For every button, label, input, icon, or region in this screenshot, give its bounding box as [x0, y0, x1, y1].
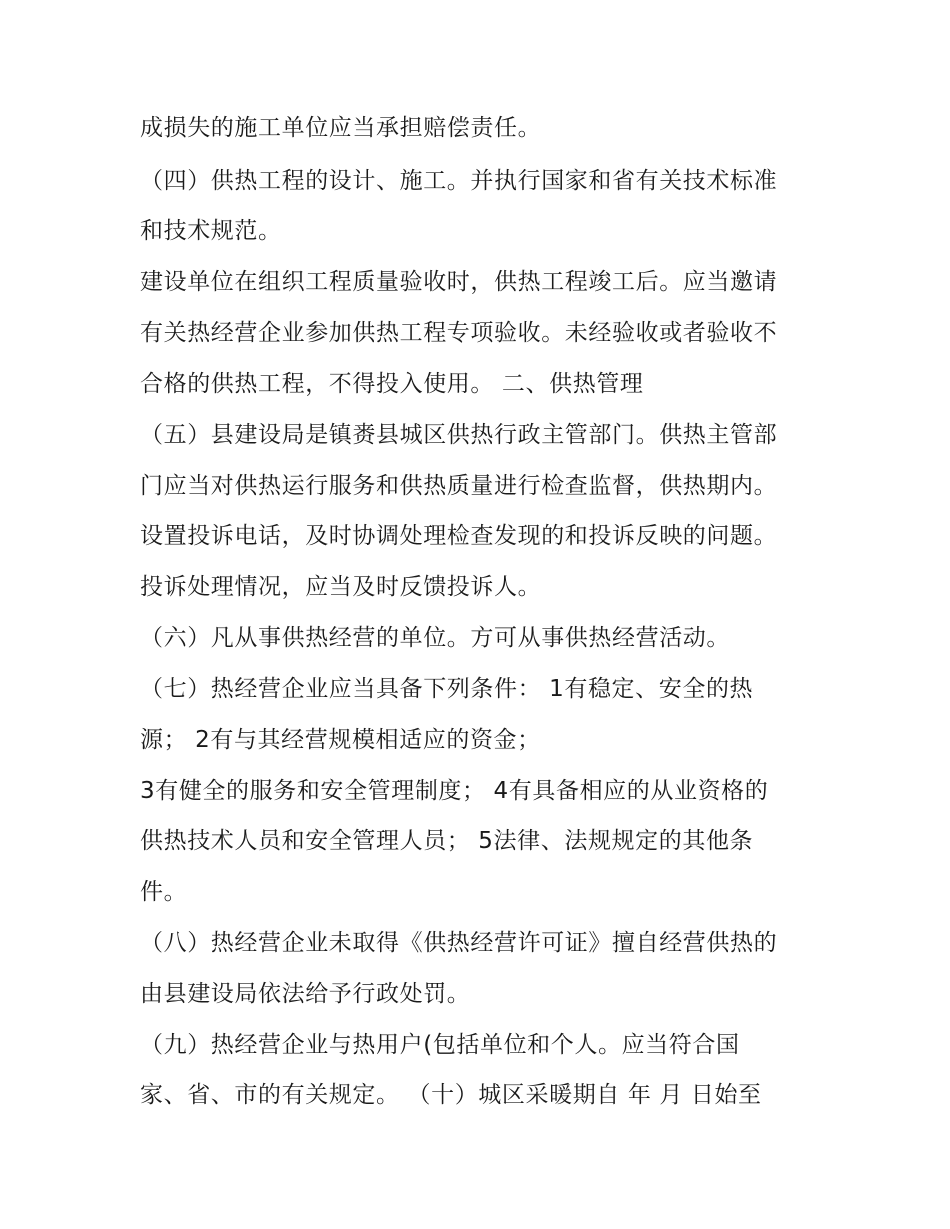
text-line: （七）热经营企业应当具备下列条件： 1有稳定、安全的热 — [140, 676, 754, 702]
text-line: （八）热经营企业未取得《供热经营许可证》擅自经营供热的 — [140, 930, 778, 956]
text-line: 由县建设局依法给予行政处罚。 — [140, 981, 471, 1007]
text-line: 门应当对供热运行服务和供热质量进行检查监督，供热期内。 — [140, 473, 778, 499]
text-line: 供热技术人员和安全管理人员； 5法律、法规规定的其他条 — [140, 828, 754, 854]
text-line: 成损失的施工单位应当承担赔偿责任。 — [140, 115, 542, 141]
text-line: 合格的供热工程，不得投入使用。 二、供热管理 — [140, 371, 644, 397]
text-line: 家、省、市的有关规定。 （十）城区采暖期自 年 月 日始至 — [140, 1082, 762, 1108]
text-line: （九）热经营企业与热用户(包括单位和个人。应当符合国 — [140, 1032, 740, 1058]
text-line: 源； 2有与其经营规模相适应的资金； — [140, 727, 541, 753]
text-line: （四）供热工程的设计、施工。并执行国家和省有关技术标准 — [140, 168, 778, 194]
text-line: 3有健全的服务和安全管理制度； 4有具备相应的从业资格的 — [140, 778, 769, 804]
text-line: （五）县建设局是镇赉县城区供热行政主管部门。供热主管部 — [140, 422, 778, 448]
text-line: （六）凡从事供热经营的单位。方可从事供热经营活动。 — [140, 625, 730, 651]
text-line: 建设单位在组织工程质量验收时，供热工程竣工后。应当邀请 — [140, 269, 778, 295]
text-line: 件。 — [140, 879, 188, 905]
text-line: 投诉处理情况，应当及时反馈投诉人。 — [140, 574, 542, 600]
text-line: 有关热经营企业参加供热工程专项验收。未经验收或者验收不 — [140, 320, 778, 346]
text-line: 和技术规范。 — [140, 218, 282, 244]
text-line: 设置投诉电话，及时协调处理检查发现的和投诉反映的问题。 — [140, 523, 778, 549]
